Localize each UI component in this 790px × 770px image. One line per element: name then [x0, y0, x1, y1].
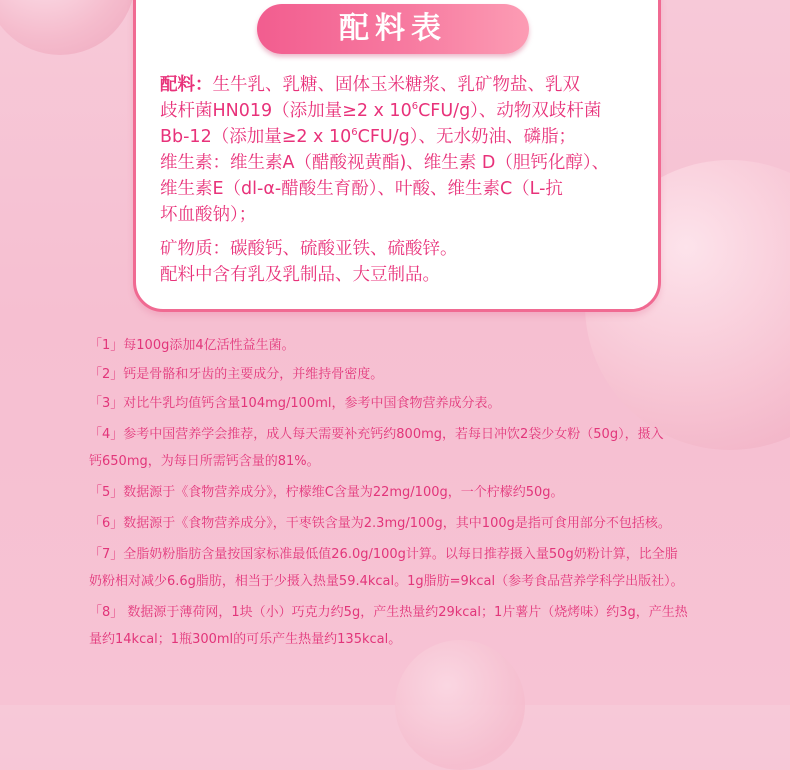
footnote: 「7」全脂奶粉脂肪含量按国家标准最低值26.0g/100g计算。以每日推荐摄入量50g奶粉计算，比全脂	[89, 547, 678, 562]
vitamins-line: 坏血酸钠）；	[160, 205, 257, 225]
decorative-sphere-top-left	[0, 0, 135, 55]
footnote: 「4」参考中国营养学会推荐，成人每天需要补充钙约800mg，若每日冲饮2袋少女粉（50g），摄入	[89, 427, 664, 442]
allergen-line: 配料中含有乳及乳制品、大豆制品。	[160, 265, 440, 285]
ingredients-line: Bb-12（添加量≥2 x $10^6CFU/g$）、无水奶油、磷脂；	[160, 127, 576, 147]
footnote: 「8」 数据源于薄荷网，1块（小）巧克力约5g，产生热量约29kcal；1片薯片（烧烤味）约3g，产生热	[89, 605, 688, 620]
ingredients-line: 歧杆菌HN019（添加量≥2 x $10^6CFU/g$）、动物双歧杆菌	[160, 101, 602, 121]
footnote-continued: 奶粉相对减少6.6g脂肪，相当于少摄入热量59.4kcal。1g脂肪=9kcal（参考食品营养学科学出版社）。	[89, 574, 684, 589]
footnote: 「5」数据源于《食物营养成分》，柠檬维C含量为22mg/100g，一个柠檬约50g。	[89, 485, 564, 500]
page-title: 配料表	[257, 4, 529, 54]
vitamins-line: 维生素E（dl-α-醋酸生育酚）、叶酸、维生素C（L-抗	[160, 179, 563, 199]
ingredients-label: 配料：	[160, 75, 213, 95]
footnote-continued: 钙650mg，为每日所需钙含量的81%。	[89, 454, 320, 469]
vitamins-line: 维生素：维生素A（醋酸视黄酯)、维生素 D（胆钙化醇）、	[160, 153, 610, 173]
footnotes	[89, 332, 729, 653]
decorative-sphere-bottom	[395, 640, 525, 770]
minerals-line: 矿物质：碳酸钙、硫酸亚铁、硫酸锌。	[160, 239, 458, 259]
ingredients-line: 配料：生牛乳、乳糖、固体玉米糖浆、乳矿物盐、乳双	[160, 75, 580, 95]
footnote: 「6」数据源于《食物营养成分》，干枣铁含量为2.3mg/100g，其中100g是指可食用部分不包括核。	[89, 516, 671, 531]
footnote: 「2」钙是骨骼和牙齿的主要成分，并维持骨密度。	[89, 367, 384, 382]
footnote: 「3」对比牛乳均值钙含量104mg/100ml，参考中国食物营养成分表。	[89, 396, 501, 411]
ingredients-list	[160, 72, 640, 288]
footnote-continued: 量约14kcal；1瓶300ml的可乐产生热量约135kcal。	[89, 632, 402, 647]
footnote: 「1」每100g添加4亿活性益生菌。	[89, 338, 295, 353]
